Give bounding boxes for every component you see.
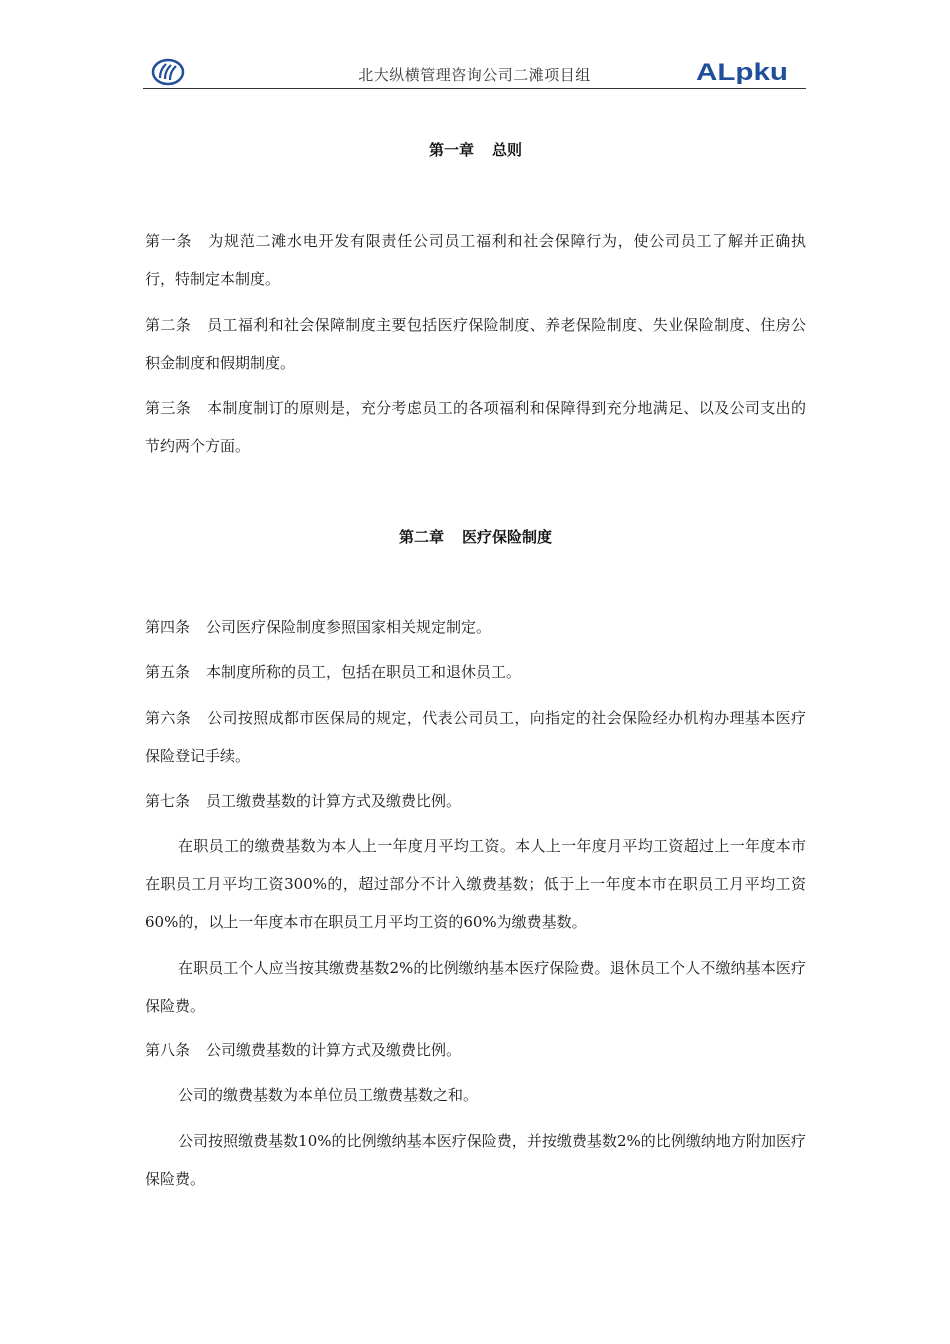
chapter-1-heading [145, 139, 806, 160]
article-number: 第七条 [145, 792, 191, 810]
alpku-logo [696, 60, 792, 84]
article-6 [145, 699, 806, 775]
paragraph-company-rate: 公司按照缴费基数10%的比例缴纳基本医疗保险费，并按缴费基数2%的比例缴纳地方附加医疗保险费。 [145, 1132, 806, 1188]
article-7 [145, 782, 806, 820]
article-text: 本制度制订的原则是，充分考虑员工的各项福利和保障得到充分地满足、以及公司支出的节约两个方面。 [145, 399, 806, 455]
chapter-title: 医疗保险制度 [462, 528, 553, 546]
paragraph-employee-rate: 在职员工个人应当按其缴费基数2%的比例缴纳基本医疗保险费。退休员工个人不缴纳基本医疗保险费。 [145, 959, 806, 1015]
article-text: 员工福利和社会保障制度主要包括医疗保险制度、养老保险制度、失业保险制度、住房公积金制度和假期制度。 [145, 316, 806, 372]
article-text: 本制度所称的员工，包括在职员工和退休员工。 [206, 663, 522, 681]
article-number: 第五条 [145, 663, 191, 681]
article-4 [145, 608, 806, 646]
article-number: 第二条 [145, 316, 192, 334]
page-header [143, 56, 806, 89]
article-text: 为规范二滩水电开发有限责任公司员工福利和社会保障行为，使公司员工了解并正确执行，特制定本制度。 [145, 232, 806, 288]
chapter-2-heading [145, 526, 806, 547]
paragraph-contribution-base: 在职员工的缴费基数为本人上一年度月平均工资。本人上一年度月平均工资超过上一年度本市在职员工月平均工资300%的，超过部分不计入缴费基数；低于上一年度本市在职员工月平均工资60%的，以上一年度本市在职员工月平均工资的60%为缴费基数。 [145, 837, 806, 931]
article-number: 第六条 [145, 709, 192, 727]
paragraph-company-base: 公司的缴费基数为本单位员工缴费基数之和。 [178, 1086, 479, 1104]
article-number: 第一条 [145, 232, 193, 250]
chapter-label: 第二章 [398, 528, 444, 546]
article-number: 第八条 [145, 1041, 191, 1059]
article-number: 第四条 [145, 618, 191, 636]
chapter-title: 总则 [492, 141, 523, 159]
chapter-label: 第一章 [428, 141, 474, 159]
article-text: 公司按照成都市医保局的规定，代表公司员工，向指定的社会保险经办机构办理基本医疗保险登记手续。 [145, 709, 806, 765]
header-title: 北大纵横管理咨询公司二滩项目组 [358, 66, 591, 84]
article-2 [145, 306, 806, 382]
article-text: 公司医疗保险制度参照国家相关规定制定。 [206, 618, 492, 636]
article-5 [145, 653, 806, 691]
article-3 [145, 389, 806, 465]
article-8 [145, 1031, 806, 1069]
article-number: 第三条 [145, 399, 192, 417]
article-1 [145, 222, 806, 298]
article-text: 员工缴费基数的计算方式及缴费比例。 [206, 792, 462, 810]
alpku-logo-text: ALpku [696, 60, 788, 84]
article-text: 公司缴费基数的计算方式及缴费比例。 [206, 1041, 462, 1059]
